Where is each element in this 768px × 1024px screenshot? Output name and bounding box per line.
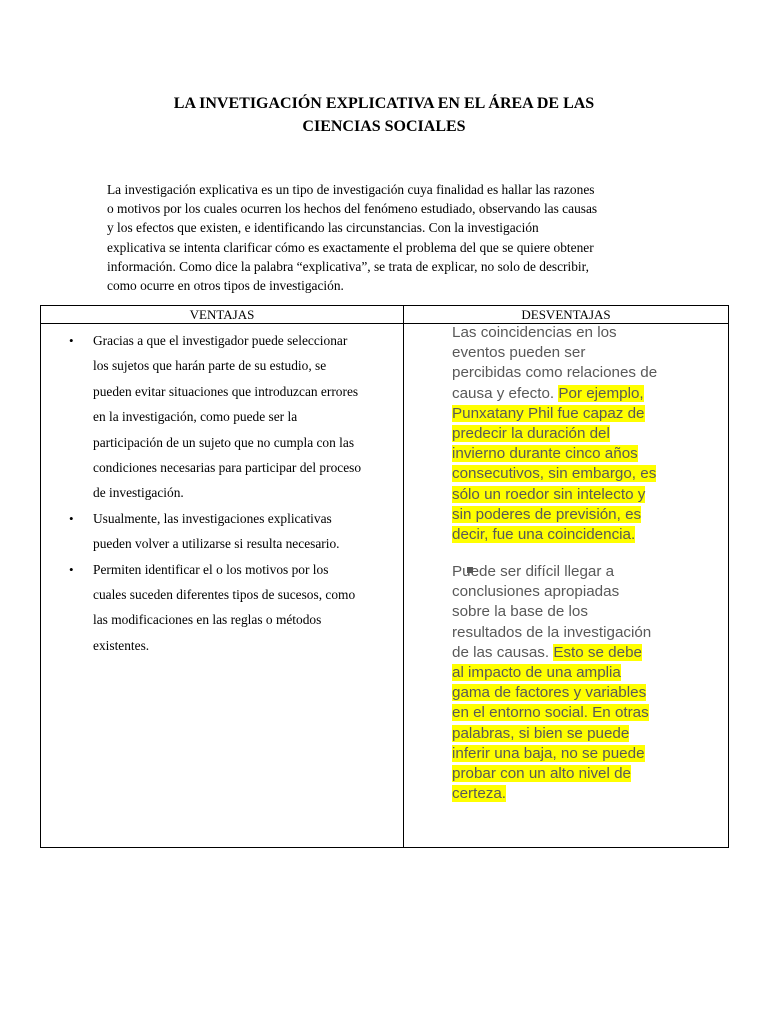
- intro-line: información. Como dice la palabra “explicativa”, se trata de explicar, no solo de describir,: [107, 258, 589, 274]
- ventaja-line: Gracias a que el investigador puede seleccionar: [93, 333, 348, 348]
- highlighted-text: certeza.: [452, 785, 507, 803]
- ventaja-line: pueden evitar situaciones que introduzcan errores: [93, 383, 359, 399]
- ventaja-line: cuales suceden diferentes tipos de sucesos, como: [93, 587, 356, 603]
- plain-text: eventos pueden ser: [452, 344, 586, 362]
- desventaja-line: [452, 724, 722, 744]
- intro-line: y los efectos que existen, e identificando las circunstancias. Con la investigación: [107, 220, 539, 236]
- ventaja-line: condiciones necesarias para participar del proceso: [93, 460, 362, 476]
- ventaja-item: [69, 328, 399, 506]
- desventaja-line: [452, 663, 722, 683]
- plain-text: resultados de la investigación: [452, 623, 652, 641]
- desventaja-line: [452, 764, 722, 784]
- desventaja-line: [452, 525, 722, 545]
- intro-paragraph: [107, 180, 667, 295]
- desventaja-line: [452, 623, 722, 643]
- ventaja-line: de investigación.: [93, 485, 184, 501]
- title-line: CIENCIAS SOCIALES: [302, 118, 466, 135]
- desventaja-line: [452, 485, 722, 505]
- plain-text: Puede ser difícil llegar a: [452, 563, 615, 580]
- ventaja-line: participación de un sujeto que no cumpla con las: [93, 434, 355, 450]
- ventaja-line: las modificaciones en las reglas o métodos: [93, 612, 322, 628]
- desventaja-line: [452, 582, 722, 602]
- header-ventajas: VENTAJAS: [189, 307, 255, 322]
- desventaja-line: [452, 744, 722, 764]
- highlighted-text: Esto se debe: [553, 643, 642, 661]
- desventaja-line: [452, 343, 722, 363]
- highlighted-text: probar con un alto nivel de: [452, 765, 631, 783]
- desventaja-line: [452, 643, 722, 663]
- ventaja-line: Usualmente, las investigaciones explicativas: [93, 510, 332, 526]
- highlighted-text: invierno durante cinco años: [452, 445, 638, 463]
- highlighted-text: Por ejemplo,: [558, 384, 644, 402]
- ventaja-item: [69, 557, 399, 659]
- ventaja-line: los sujetos que harán parte de su estudio, se: [93, 358, 327, 374]
- highlighted-text: inferir una baja, no se puede: [452, 744, 645, 762]
- highlighted-text: gama de factores y variables: [452, 684, 647, 702]
- plain-text: causa y efecto.: [452, 384, 559, 402]
- desventaja-line: [452, 384, 722, 404]
- highlighted-text: en el entorno social. En otras: [452, 704, 649, 722]
- desventaja-line: [452, 323, 722, 343]
- desventaja-line: [452, 363, 722, 383]
- desventaja-line: [452, 562, 722, 582]
- highlighted-text: al impacto de una amplia: [452, 664, 621, 682]
- ventaja-line: en la investigación, como puede ser la: [93, 409, 298, 425]
- desventaja-item: [452, 562, 722, 804]
- intro-line: como ocurre en otros tipos de investigación.: [107, 278, 344, 294]
- ventaja-line: existentes.: [93, 637, 150, 653]
- highlighted-text: sólo un roedor sin intelecto y: [452, 485, 646, 503]
- ventaja-item: [69, 506, 399, 557]
- highlighted-text: palabras, si bien se puede: [452, 724, 630, 742]
- bullet-icon: •: [69, 333, 74, 348]
- plain-text: percibidas como relaciones de: [452, 364, 658, 382]
- highlighted-text: Punxatany Phil fue capaz de: [452, 404, 645, 422]
- intro-line: La investigación explicativa es un tipo de investigación cuya finalidad es hallar las razones: [107, 182, 595, 197]
- plain-text: Las coincidencias en los: [452, 324, 617, 341]
- highlighted-text: consecutivos, sin embargo, es: [452, 465, 657, 483]
- document-title: [60, 92, 708, 138]
- plain-text: conclusiones apropiadas: [452, 583, 620, 601]
- title-line: LA INVETIGACIÓN EXPLICATIVA EN EL ÁREA DE LAS: [173, 95, 595, 112]
- desventaja-line: [452, 404, 722, 424]
- header-desventajas: DESVENTAJAS: [521, 307, 611, 322]
- column-divider: [403, 306, 404, 847]
- highlighted-text: decir, fue una coincidencia.: [452, 526, 636, 544]
- desventaja-item: [452, 323, 722, 545]
- ventajas-list: [69, 328, 399, 658]
- desventaja-line: [452, 784, 722, 804]
- desventaja-line: [452, 464, 722, 484]
- ventaja-line: Permiten identificar el o los motivos por los: [93, 561, 329, 577]
- bullet-icon: •: [69, 510, 74, 526]
- intro-line: explicativa se intenta clarificar cómo es exactamente el problema del que se quiere obtener: [107, 239, 594, 255]
- highlighted-text: predecir la duración del: [452, 425, 610, 443]
- highlighted-text: sin poderes de previsión, es: [452, 505, 642, 523]
- plain-text: de las causas.: [452, 643, 554, 661]
- desventaja-line: [452, 424, 722, 444]
- desventaja-line: [452, 444, 722, 464]
- desventaja-line: [452, 602, 722, 622]
- ventaja-line: pueden volver a utilizarse si resulta necesario.: [93, 536, 340, 552]
- intro-line: o motivos por los cuales ocurren los hechos del fenómeno estudiado, observando las causas: [107, 201, 598, 217]
- desventaja-line: [452, 683, 722, 703]
- desventaja-line: [452, 505, 722, 525]
- bullet-icon: •: [69, 561, 74, 577]
- plain-text: sobre la base de los: [452, 603, 588, 621]
- desventaja-line: [452, 703, 722, 723]
